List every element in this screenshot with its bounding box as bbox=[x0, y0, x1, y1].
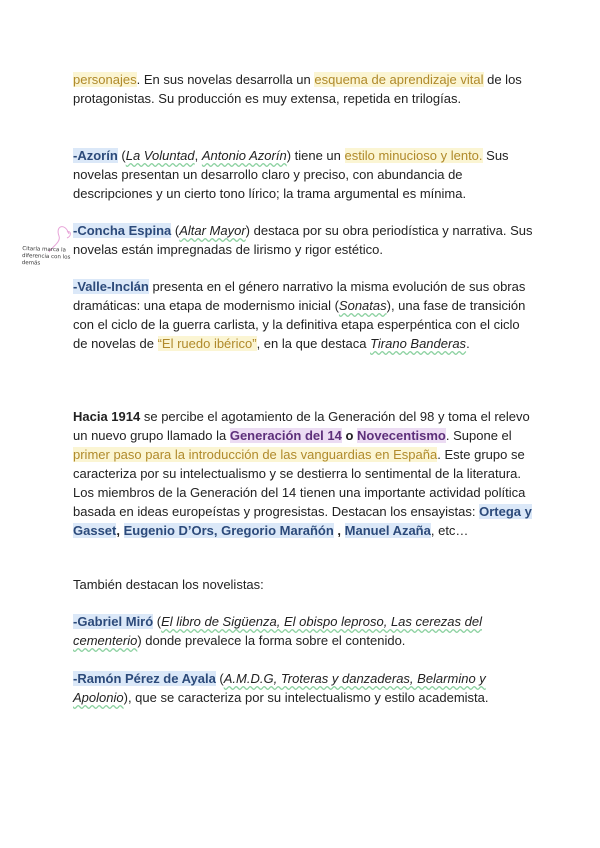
author-valle-inclan: -Valle-Inclán bbox=[73, 279, 149, 294]
work-title: Antonio Azorín bbox=[201, 148, 287, 163]
work-title: Altar Mayor bbox=[179, 223, 246, 238]
paragraph-gabriel-miro bbox=[73, 612, 533, 650]
highlight-generacion-14: Generación del 14 bbox=[229, 428, 342, 443]
author-perez-de-ayala: -Ramón Pérez de Ayala bbox=[73, 671, 216, 686]
text: , bbox=[194, 148, 202, 163]
paragraph-perez-de-ayala bbox=[73, 669, 533, 707]
text: ), una fase de transición con el ciclo de la guerra carlista, y la definitiva etapa esperpéntica con el ciclo de novelas de bbox=[73, 298, 526, 351]
text: . Supone el bbox=[445, 428, 512, 443]
text: ( bbox=[215, 671, 224, 686]
text: ) destaca por su obra periodística y narrativa. Sus novelas están impregnadas de lirismo y rigor estético. bbox=[73, 223, 533, 257]
author-azorin: -Azorín bbox=[73, 148, 118, 163]
essayist-dors-maranon: Eugenio D’Ors, Gregorio Marañón bbox=[123, 523, 334, 538]
text: . Este grupo se caracteriza por su intelectualismo y se destierra lo sentimental de la literatura. Los miembros de la Generación del 14 tienen una importante actividad política basada en ideas europeístas y progresistas. Destacan los ensayistas: bbox=[73, 447, 526, 519]
highlight-personajes: personajes bbox=[73, 72, 137, 87]
highlight-ruedo-iberico: “El ruedo ibérico” bbox=[157, 336, 257, 351]
work-title: Tirano Banderas bbox=[370, 336, 467, 351]
work-title: El libro de Sigüenza, El obispo leproso, Las cerezas del cementerio bbox=[73, 614, 482, 648]
text: se percibe el agotamiento de la Generación del 98 y toma el relevo un nuevo grupo llamado la bbox=[73, 409, 530, 443]
paragraph-concha-espina bbox=[73, 221, 533, 259]
text: ) tiene un bbox=[286, 148, 345, 163]
paragraph-intro bbox=[73, 70, 533, 108]
text: o bbox=[341, 428, 358, 443]
work-title: La Voluntad bbox=[125, 148, 195, 163]
handwritten-margin-note: Citarla marca la diferencia con los demás bbox=[21, 245, 71, 267]
text: , bbox=[116, 523, 124, 538]
essayist-ortega: Ortega y Gasset bbox=[73, 504, 532, 538]
author-concha-espina: -Concha Espina bbox=[73, 223, 172, 238]
text: ), que se caracteriza por su intelectualismo y estilo academista. bbox=[123, 690, 489, 705]
highlight-estilo: estilo minucioso y lento. bbox=[344, 148, 483, 163]
text: de los protagonistas. Su producción es muy extensa, repetida en trilogías. bbox=[73, 72, 522, 106]
paragraph-tambien: También destacan los novelistas: bbox=[73, 577, 264, 592]
lead-hacia-1914: Hacia 1914 bbox=[73, 409, 141, 424]
text: , en la que destaca bbox=[256, 336, 371, 351]
highlight-esquema: esquema de aprendizaje vital bbox=[314, 72, 484, 87]
text: ) donde prevalece la forma sobre el contenido. bbox=[137, 633, 406, 648]
highlight-vanguardias: primer paso para la introducción de las vanguardias en España bbox=[73, 447, 438, 462]
paragraph-valle-inclan bbox=[73, 277, 533, 353]
text: ( bbox=[171, 223, 180, 238]
text: . bbox=[466, 336, 470, 351]
text: Sus novelas presentan un desarrollo claro y preciso, con abundancia de descripciones y un cierto tono lírico; la trama argumental es mínima. bbox=[73, 148, 509, 201]
text: , bbox=[333, 523, 345, 538]
text: . En sus novelas desarrolla un bbox=[136, 72, 315, 87]
work-title: A.M.D.G, Troteras y danzaderas, Belarmino y Apolonio bbox=[73, 671, 486, 705]
essayist-azana: Manuel Azaña bbox=[344, 523, 431, 538]
text: ( bbox=[117, 148, 126, 163]
work-title: Sonatas bbox=[338, 298, 387, 313]
paragraph-azorin bbox=[73, 146, 533, 203]
text: presenta en el género narrativo la misma evolución de sus obras dramáticas: una etapa de modernismo inicial ( bbox=[73, 279, 526, 313]
text: , etc… bbox=[430, 523, 469, 538]
highlight-novecentismo: Novecentismo bbox=[357, 428, 446, 443]
text: ( bbox=[153, 614, 162, 629]
paragraph-generacion-14 bbox=[73, 407, 533, 540]
author-gabriel-miro: -Gabriel Miró bbox=[73, 614, 154, 629]
